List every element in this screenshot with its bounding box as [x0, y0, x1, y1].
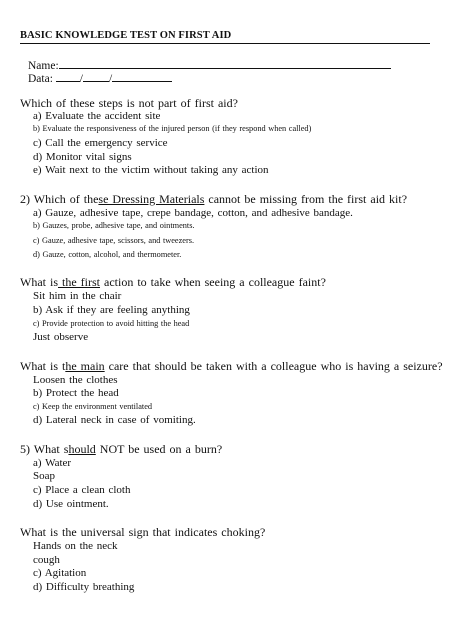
answer-option[interactable]: e) Wait next to the victim without taking any action	[33, 164, 269, 176]
question-stem	[20, 442, 222, 457]
date-label: Data:	[28, 73, 53, 85]
answer-option[interactable]: a) Gauze, adhesive tape, crepe bandage, cotton, and adhesive bandage.	[33, 207, 353, 219]
stem-underlined-text: he main	[65, 359, 105, 373]
answer-option[interactable]: d) Difficulty breathing	[33, 581, 135, 593]
answer-option[interactable]: Just observe	[33, 331, 89, 343]
answer-option[interactable]: c) Keep the environment ventilated	[33, 402, 153, 411]
stem-underlined-text: hould	[68, 442, 96, 456]
date-month-blank[interactable]	[83, 70, 109, 82]
question-stem: What is the universal sign that indicates choking?	[20, 525, 266, 539]
stem-text: NOT be used on a burn?	[95, 442, 223, 456]
stem-underlined-text: se Dressing Materials	[98, 192, 205, 206]
answer-option[interactable]: b) Gauzes, probe, adhesive tape, and ointments.	[33, 221, 195, 230]
stem-text: action to take when seeing a colleague faint?	[100, 275, 326, 289]
answer-option[interactable]: d) Monitor vital signs	[33, 151, 132, 163]
answer-option[interactable]: Loosen the clothes	[33, 374, 118, 386]
answer-option[interactable]: b) Protect the head	[33, 387, 119, 399]
date-field[interactable]	[28, 70, 172, 86]
answer-option[interactable]: d) Gauze, cotton, alcohol, and thermometer.	[33, 250, 182, 259]
answer-option[interactable]: c) Place a clean cloth	[33, 484, 131, 496]
answer-option[interactable]: Hands on the neck	[33, 540, 118, 552]
question-stem: Which of these steps is not part of first aid?	[20, 96, 238, 110]
test-title: BASIC KNOWLEDGE TEST ON FIRST AID	[20, 29, 430, 44]
answer-option[interactable]: Soap	[33, 470, 55, 482]
stem-text: care that should be taken with a colleague who is having a seizure?	[104, 359, 443, 373]
name-label: Name:	[28, 60, 59, 72]
question-stem	[20, 275, 326, 290]
answer-option[interactable]: c) Agitation	[33, 567, 87, 579]
answer-option[interactable]: Sit him in the chair	[33, 290, 122, 302]
question-stem	[20, 192, 407, 207]
date-separator: /	[108, 73, 113, 85]
stem-underlined-text: the first	[58, 275, 100, 289]
stem-text: What is t	[20, 359, 66, 373]
stem-text: 2) Which of the	[20, 192, 99, 206]
stem-text: cannot be missing from the first aid kit?	[204, 192, 408, 206]
answer-option[interactable]: c) Provide protection to avoid hitting the head	[33, 319, 190, 328]
answer-option[interactable]: b) Evaluate the responsiveness of the injured person (if they respond when called)	[33, 124, 312, 133]
name-blank-line[interactable]	[59, 57, 391, 69]
answer-option[interactable]: cough	[33, 554, 60, 566]
answer-option[interactable]: a) Evaluate the accident site	[33, 110, 161, 122]
answer-option[interactable]: a) Water	[33, 457, 72, 469]
answer-option[interactable]: b) Ask if they are feeling anything	[33, 304, 190, 316]
answer-option[interactable]: c) Gauze, adhesive tape, scissors, and tweezers.	[33, 236, 195, 245]
date-year-blank[interactable]	[112, 70, 172, 82]
date-separator: /	[79, 73, 83, 85]
stem-text: What is	[20, 275, 58, 289]
question-stem	[20, 359, 443, 374]
answer-option[interactable]: d) Use ointment.	[33, 498, 109, 510]
date-day-blank[interactable]	[56, 70, 80, 82]
answer-option[interactable]: c) Call the emergency service	[33, 137, 168, 149]
stem-text: 5) What s	[20, 442, 69, 456]
answer-option[interactable]: d) Lateral neck in case of vomiting.	[33, 414, 196, 426]
